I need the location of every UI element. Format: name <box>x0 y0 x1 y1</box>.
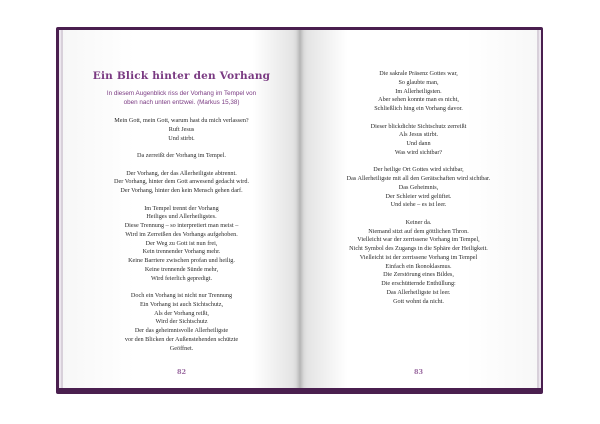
text-line: Schließlich hing ein Vorhang davor. <box>374 105 463 112</box>
left-page <box>63 30 300 388</box>
text-line: Der heilige Ort Gottes wird sichtbar, <box>373 166 464 174</box>
text-line: Im Tempel trennt der Vorhang <box>144 204 219 212</box>
page-number-right: 83 <box>413 368 424 376</box>
text-line: Dieser blickdichte Sichtschutz zerreißt <box>370 122 467 130</box>
text-line: Der Vorhang, der das Allerheiligste abtrennt. <box>126 169 237 177</box>
text-line: Vielleicht war der zerrissene Vorhang im Tempel, <box>357 236 480 244</box>
text-line: Der Weg zu Gott ist nun frei, <box>145 239 218 247</box>
stanza-gap <box>73 143 290 152</box>
text-line: Gott wohnt da nicht. <box>393 297 444 305</box>
text-line: Wird feierlich gepredigt. <box>150 274 213 282</box>
text-line: Da zerreißt der Vorhang im Tempel. <box>137 152 226 159</box>
text-line: Nicht Symbol des Zugangs in die Sphäre der Heiligkeit. <box>349 245 488 252</box>
text-line: So glaubte man, <box>398 78 439 86</box>
text-line: Als der Vorhang reißt, <box>154 309 209 317</box>
text-line: Das Geheimnis, <box>398 183 439 191</box>
text-line: Einfach ein Ikonoklasmus. <box>385 262 452 270</box>
text-line: Der Vorhang, hinter dem Gott anwesend gedacht wird. <box>114 178 249 186</box>
text-line: Wird der Sichtschutz <box>155 318 208 326</box>
text-line: Und dann <box>406 140 431 147</box>
book-gutter <box>296 30 304 388</box>
text-line: Diese Trennung – so interpretiert man meist – <box>124 222 239 229</box>
text-line: Vielleicht ist der zerrissene Vorhang im Tempel <box>359 253 478 261</box>
text-line: Der Schleier wird gelüftet. <box>385 192 452 200</box>
text-line: Das Allerheiligste mit all den Gerätschaften wird sichtbar. <box>346 175 491 182</box>
text-line: Geöffnet. <box>169 344 194 352</box>
text-line: Im Allerheiligsten. <box>395 87 442 95</box>
text-line: Doch ein Vorhang ist nicht nur Trennung <box>130 292 233 299</box>
text-line: Die sakrale Präsenz Gottes war, <box>379 70 458 77</box>
text-line: Wird im Zerreißen des Vorhangs aufgehoben. <box>125 230 238 238</box>
text-line: Die Zerstörung eines Bildes, <box>383 271 454 279</box>
bible-quote-line-1: In diesem Augenblick riss der Vorhang im Tempel von <box>106 90 257 97</box>
stanza-gap <box>310 158 527 167</box>
text-line: Der das geheimnisvolle Allerheiligste <box>134 327 229 334</box>
right-page <box>300 30 537 388</box>
text-line: Keine trennende Sünde mehr, <box>144 265 219 273</box>
stanza-gap <box>310 210 527 219</box>
text-line: Die erschütternde Enthüllung: <box>381 280 456 287</box>
text-line: Das Allerheiligste ist leer. <box>386 288 451 296</box>
text-line: Und stirbt. <box>168 134 195 142</box>
text-line: Keine Barriere zwischen profan und heilig. <box>128 257 235 264</box>
text-line: Der Vorhang, hinter den kein Mensch gehen darf. <box>120 187 243 194</box>
stanza-gap <box>73 283 290 292</box>
text-line: Ruft Jesus <box>168 125 195 133</box>
page-number-left: 82 <box>176 368 187 376</box>
bible-quote-line-2: oben nach unten entzwei. (Markus 15,38) <box>123 99 240 106</box>
text-line: vor den Blicken der Außenstehenden schützte <box>124 335 239 343</box>
chapter-heading: Ein Blick hinter den Vorhang <box>92 70 271 82</box>
bible-quote <box>83 89 280 107</box>
text-line: Niemand sitzt auf dem göttlichen Thron. <box>368 227 469 235</box>
text-line: Heiliges und Allerheiligstes. <box>146 213 217 221</box>
stanza-gap <box>73 196 290 205</box>
text-line: Mein Gott, mein Gott, warum hast du mich verlassen? <box>114 117 249 124</box>
text-line: Als Jesus stirbt. <box>398 131 439 139</box>
text-line: Ein Vorhang ist auch Sichtschutz, <box>139 300 224 308</box>
text-line: Aber sehen konnte man es nicht, <box>378 96 459 104</box>
right-page-body <box>310 70 527 306</box>
stanza-gap <box>310 114 527 123</box>
stanza-gap <box>73 161 290 170</box>
text-line: Was wird sichtbar? <box>394 148 443 156</box>
text-line: Keiner da. <box>405 218 432 226</box>
left-page-body <box>73 117 290 353</box>
text-line: Kein trennender Vorhang mehr. <box>142 248 221 256</box>
text-line: Und siehe – es ist leer. <box>390 201 447 209</box>
